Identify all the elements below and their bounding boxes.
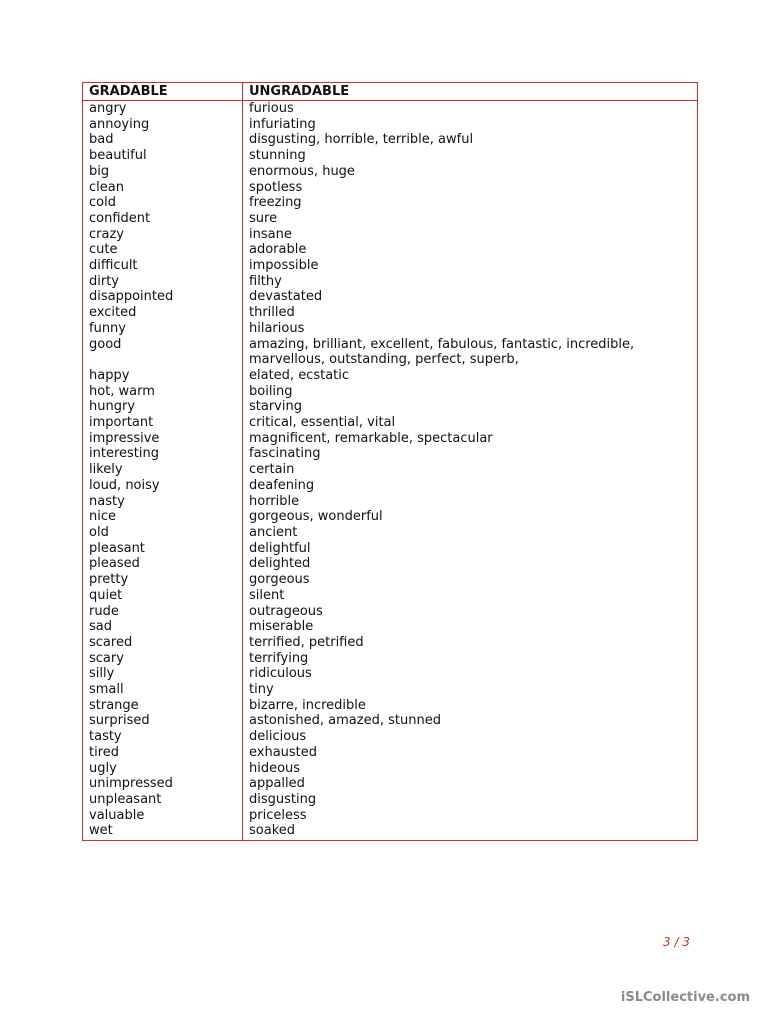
table-row [83,180,698,196]
ungradable-cell: miserable [243,619,698,635]
gradable-cell: rude [83,604,243,620]
gradable-cell: old [83,525,243,541]
ungradable-cell: delighted [243,556,698,572]
ungradable-cell: delicious [243,729,698,745]
table-row [83,525,698,541]
gradable-cell: funny [83,321,243,337]
gradable-cell: nice [83,509,243,525]
table-row [83,635,698,651]
ungradable-cell: terrified, petrified [243,635,698,651]
ungradable-cell: infuriating [243,117,698,133]
gradable-cell: scary [83,651,243,667]
ungradable-cell: adorable [243,242,698,258]
gradable-ungradable-table [82,82,698,841]
gradable-cell: good [83,337,243,368]
table-row [83,305,698,321]
header-gradable: GRADABLE [83,83,243,101]
gradable-cell: scared [83,635,243,651]
ungradable-cell: tiny [243,682,698,698]
table-row [83,572,698,588]
ungradable-cell: soaked [243,823,698,840]
table-row [83,541,698,557]
table-row [83,478,698,494]
gradable-cell: ugly [83,761,243,777]
table-body [83,101,698,841]
gradable-cell: unpleasant [83,792,243,808]
ungradable-cell: sure [243,211,698,227]
gradable-cell: difficult [83,258,243,274]
ungradable-cell: elated, ecstatic [243,368,698,384]
ungradable-cell: thrilled [243,305,698,321]
table-row [83,211,698,227]
ungradable-cell: appalled [243,776,698,792]
ungradable-cell: gorgeous, wonderful [243,509,698,525]
gradable-cell: excited [83,305,243,321]
table-row [83,604,698,620]
table-row [83,368,698,384]
gradable-cell: pretty [83,572,243,588]
gradable-cell: silly [83,666,243,682]
ungradable-cell: bizarre, incredible [243,698,698,714]
table-row [83,494,698,510]
gradable-cell: nasty [83,494,243,510]
table-row [83,274,698,290]
gradable-cell: hot, warm [83,384,243,400]
gradable-cell: hungry [83,399,243,415]
gradable-cell: impressive [83,431,243,447]
table-row [83,588,698,604]
ungradable-cell: deafening [243,478,698,494]
table-row [83,446,698,462]
gradable-cell: pleasant [83,541,243,557]
gradable-cell: clean [83,180,243,196]
table-row [83,258,698,274]
table-row [83,792,698,808]
header-ungradable: UNGRADABLE [243,83,698,101]
gradable-cell: cold [83,195,243,211]
table-row [83,462,698,478]
ungradable-cell: critical, essential, vital [243,415,698,431]
ungradable-cell: disgusting, horrible, terrible, awful [243,132,698,148]
gradable-cell: cute [83,242,243,258]
table-row [83,761,698,777]
table-row [83,666,698,682]
ungradable-cell: exhausted [243,745,698,761]
table-row [83,509,698,525]
ungradable-cell: amazing, brilliant, excellent, fabulous, fantastic, incredible, marvellous, outstanding, perfect, superb, [243,337,698,368]
table-row [83,682,698,698]
ungradable-cell: boiling [243,384,698,400]
table-row [83,321,698,337]
table-row [83,619,698,635]
ungradable-cell: starving [243,399,698,415]
table-row [83,431,698,447]
gradable-cell: dirty [83,274,243,290]
ungradable-cell: ancient [243,525,698,541]
gradable-cell: wet [83,823,243,840]
table-row [83,713,698,729]
ungradable-cell: magnificent, remarkable, spectacular [243,431,698,447]
table-row [83,729,698,745]
gradable-cell: interesting [83,446,243,462]
gradable-cell: confident [83,211,243,227]
table-row [83,651,698,667]
gradable-cell: loud, noisy [83,478,243,494]
table-row [83,399,698,415]
table-row [83,808,698,824]
gradable-cell: disappointed [83,289,243,305]
ungradable-cell: spotless [243,180,698,196]
gradable-cell: annoying [83,117,243,133]
table-row [83,556,698,572]
ungradable-cell: filthy [243,274,698,290]
gradable-cell: beautiful [83,148,243,164]
table-row [83,745,698,761]
ungradable-cell: freezing [243,195,698,211]
ungradable-cell: disgusting [243,792,698,808]
gradable-cell: surprised [83,713,243,729]
gradable-cell: small [83,682,243,698]
ungradable-cell: outrageous [243,604,698,620]
ungradable-cell: stunning [243,148,698,164]
table-row [83,384,698,400]
ungradable-cell: hilarious [243,321,698,337]
ungradable-cell: devastated [243,289,698,305]
table-row [83,148,698,164]
gradable-cell: unimpressed [83,776,243,792]
table-row [83,195,698,211]
gradable-cell: tasty [83,729,243,745]
ungradable-cell: impossible [243,258,698,274]
table-row [83,415,698,431]
gradable-cell: bad [83,132,243,148]
gradable-cell: pleased [83,556,243,572]
gradable-cell: tired [83,745,243,761]
table-row [83,132,698,148]
gradable-cell: angry [83,101,243,117]
gradable-cell: likely [83,462,243,478]
ungradable-cell: terrifying [243,651,698,667]
ungradable-cell: furious [243,101,698,117]
ungradable-cell: priceless [243,808,698,824]
gradable-cell: big [83,164,243,180]
table-row [83,698,698,714]
ungradable-cell: delightful [243,541,698,557]
ungradable-cell: gorgeous [243,572,698,588]
page-number: 3 / 3 [663,935,690,949]
ungradable-cell: fascinating [243,446,698,462]
table-row [83,823,698,840]
table-row [83,776,698,792]
gradable-cell: valuable [83,808,243,824]
ungradable-cell: hideous [243,761,698,777]
ungradable-cell: ridiculous [243,666,698,682]
table-row [83,117,698,133]
table-row [83,164,698,180]
gradable-cell: quiet [83,588,243,604]
ungradable-cell: insane [243,227,698,243]
table-row [83,227,698,243]
table-row [83,101,698,117]
gradable-cell: strange [83,698,243,714]
gradable-cell: happy [83,368,243,384]
gradable-cell: sad [83,619,243,635]
ungradable-cell: enormous, huge [243,164,698,180]
table-row [83,242,698,258]
watermark-logo-text: iSLCollective.com [620,990,750,1005]
ungradable-cell: horrible [243,494,698,510]
table-row [83,289,698,305]
ungradable-cell: silent [243,588,698,604]
ungradable-cell: astonished, amazed, stunned [243,713,698,729]
gradable-cell: important [83,415,243,431]
gradable-cell: crazy [83,227,243,243]
ungradable-cell: certain [243,462,698,478]
table-header-row [83,83,698,101]
table-row [83,337,698,368]
